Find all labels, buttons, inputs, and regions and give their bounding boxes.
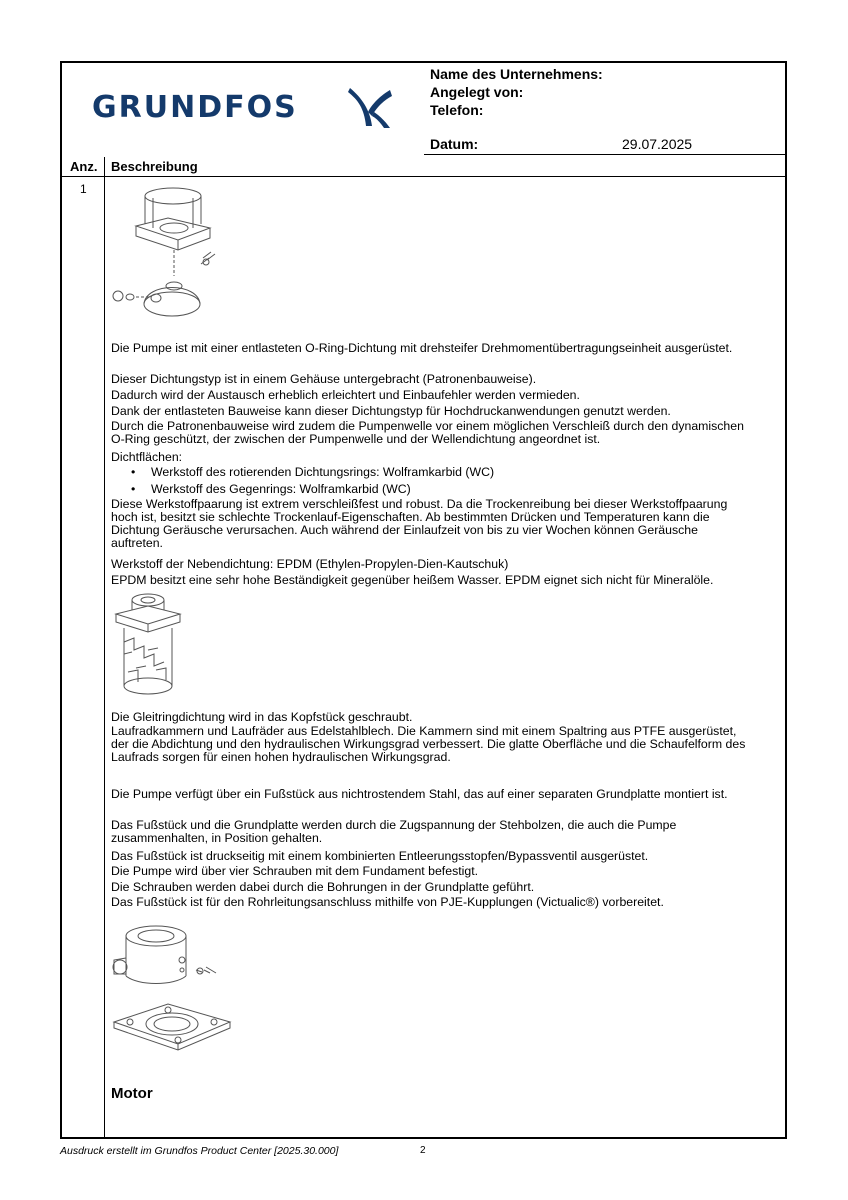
paragraph-high-pressure: Dank der entlasteten Bauweise kann dieser Dichtungstyp für Hochdruckanwendungen genutzt werden. [111,404,671,418]
paragraph-chambers-1: Laufradkammern und Laufräder aus Edelstahlblech. Die Kammern sind mit einem Spaltring aus PTFE ausgerüstet, [111,724,737,738]
paragraph-chambers-2: der die Abdichtung und den hydraulischen Wirkungsgrad verbessert. Die glatte Oberfläche und die Schaufelform des [111,737,746,751]
table-header-divider [61,176,786,177]
company-label: Name des Unternehmens: [430,66,603,82]
bullet-dot: • [131,482,136,496]
paragraph-replacement: Dadurch wird der Austausch erheblich erleichtert und Einbaufehler werden vermieden. [111,388,580,402]
grundfos-x-logo-icon [344,86,394,130]
paragraph-four-bolts: Die Pumpe wird über vier Schrauben mit dem Fundament befestigt. [111,864,479,878]
bullet-stationary-ring: Werkstoff des Gegenrings: Wolframkarbid (WC) [151,482,411,496]
brand-wordmark: GRUNDFOS [92,90,298,125]
pump-foot-baseplate-illustration [108,918,238,1066]
paragraph-shaft-protection-2: O-Ring geschützt, der zwischen der Pumpenwelle und der Wellendichtung angeordnet ist. [111,432,601,446]
date-label: Datum: [430,136,479,152]
paragraph-pje-couplings: Das Fußstück ist für den Rohrleitungsanschluss mithilfe von PJE-Kupplungen (Victualic®) vorbereitet. [111,895,664,909]
paragraph-material-pairing-4: auftreten. [111,536,163,550]
seal-assembly-illustration [108,184,228,329]
quantity-value: 1 [80,182,87,196]
column-header-quantity: Anz. [70,159,98,174]
paragraph-chambers-3: Laufrads sorgen für einen hohen hydraulischen Wirkungsgrad. [111,750,451,764]
date-value: 29.07.2025 [622,136,693,152]
section-heading-motor: Motor [111,1085,153,1102]
phone-label: Telefon: [430,102,484,118]
grundfos-logo [92,90,298,125]
created-by-label: Angelegt von: [430,84,524,100]
paragraph-epdm: EPDM besitzt eine sehr hohe Beständigkeit gegenüber heißem Wasser. EPDM eignet sich nicht für Mineralöle. [111,573,714,587]
paragraph-cartridge: Dieser Dichtungstyp ist in einem Gehäuse untergebracht (Patronenbauweise). [111,372,537,386]
bullet-dot: • [131,465,136,479]
paragraph-drain-plug: Das Fußstück ist druckseitig mit einem kombinierten Entleerungsstopfen/Bypassventil ausgerüstet. [111,849,649,863]
paragraph-material-pairing-2: hoch ist, besitzt sie schlechte Trockenlauf-Eigenschaften. Ab bestimmten Drücken und Temperaturen kann die [111,510,710,524]
paragraph-secondary-seal: Werkstoff der Nebendichtung: EPDM (Ethylen-Propylen-Dien-Kautschuk) [111,557,509,571]
paragraph-foot-stainless: Die Pumpe verfügt über ein Fußstück aus nichtrostendem Stahl, das auf einer separaten Grundplatte montiert ist. [111,787,728,801]
paragraph-seal-screwed: Die Gleitringdichtung wird in das Kopfstück geschraubt. [111,710,413,724]
paragraph-seal-type: Die Pumpe ist mit einer entlasteten O-Ring-Dichtung mit drehsteifer Drehmomentübertragungseinheit ausgerüstet. [111,341,733,355]
mechanical-seal-illustration [108,590,188,696]
column-header-description: Beschreibung [111,159,198,174]
paragraph-material-pairing-3: Dichtung Geräusche verursachen. Auch während der Einlaufzeit von bis zu vier Wochen können Geräusche [111,523,698,537]
paragraph-stay-bolts-1: Das Fußstück und die Grundplatte werden durch die Zugspannung der Stehbolzen, die auch die Pumpe [111,818,677,832]
bullet-rotating-ring: Werkstoff des rotierenden Dichtungsrings: Wolframkarbid (WC) [151,465,495,479]
paragraph-bolt-holes: Die Schrauben werden dabei durch die Bohrungen in der Grundplatte geführt. [111,880,535,894]
footer-printout-note: Ausdruck erstellt im Grundfos Product Center [2025.30.000] [60,1145,339,1157]
header-divider [424,154,786,155]
paragraph-stay-bolts-2: zusammenhalten, in Position gehalten. [111,831,323,845]
paragraph-material-pairing-1: Diese Werkstoffpaarung ist extrem verschleißfest und robust. Da die Trockenreibung bei dieser Werkstoffpaarung [111,497,728,511]
page-number: 2 [420,1145,426,1156]
paragraph-shaft-protection-1: Durch die Patronenbauweise wird zudem die Pumpenwelle vor einem möglichen Verschleiß durch den dynamischen [111,419,744,433]
paragraph-seal-faces: Dichtflächen: [111,450,183,464]
column-divider [104,157,105,1137]
